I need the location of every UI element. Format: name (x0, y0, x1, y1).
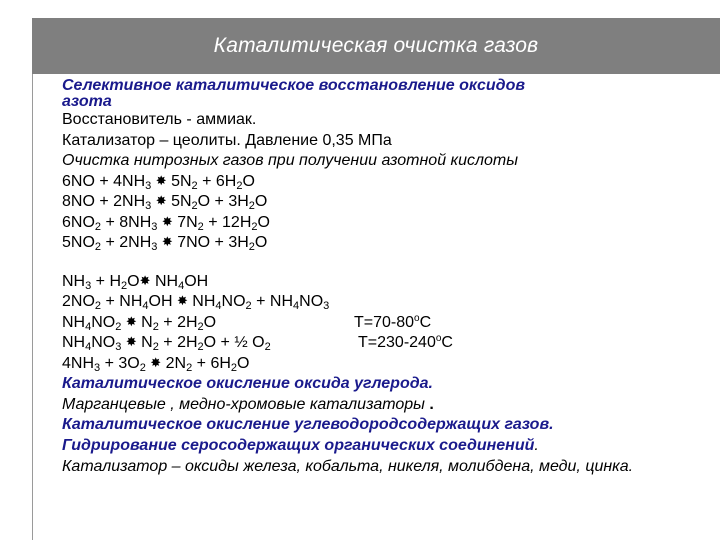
reaction-arrow-icon: ✸ (125, 334, 137, 349)
reaction-arrow-icon: ✸ (139, 272, 151, 288)
heading-co-oxidation: Каталитическое окисление оксида углерода. (62, 375, 433, 392)
equation-7: $NH_4NO_2$ ✸ $N_2 + 2H_2O$ $Т=70-80^оС$ (62, 312, 432, 333)
equation-4: $5NO_2 + 2NH_3$ ✸ $7NO + 3H_2O$ (62, 234, 268, 253)
reaction-arrow-icon: ✸ (155, 172, 167, 188)
reaction-arrow-icon: ✸ (155, 193, 167, 208)
equation-6: $2NO_2 + NH_4OH$ ✸ $NH_4NO_2 + NH_4NO_3$ (62, 293, 330, 312)
reaction-arrow-icon: ✸ (161, 234, 173, 249)
reaction-arrow-icon: ✸ (176, 293, 188, 308)
final-catalysts-text: Катализатор – оксиды железа, кобальта, никеля, молибдена, меди, цинка. (62, 458, 634, 475)
reaction-arrow-icon: ✸ (150, 354, 162, 370)
slide-content (62, 78, 702, 477)
equation-1: $6NO + 4NH_3$ ✸ $5N_2 + 6H_2O$ (62, 172, 255, 192)
reaction-arrow-icon: ✸ (125, 313, 137, 329)
title-bar (32, 18, 720, 74)
reducer-text: Восстановитель - аммиак. (62, 111, 257, 128)
heading-hydrocarbon-oxidation: Каталитическое окисление углеводородсодержащих газов. (62, 416, 554, 433)
nitrous-gas-text: Очистка нитрозных газов при получении азотной кислоты (62, 152, 519, 169)
equation-2: $8NO + 2NH_3$ ✸ $5N_2O + 3H_2O$ (62, 193, 268, 212)
slide-title: Каталитическая очистка газов (213, 34, 539, 57)
temperature-condition: $Т=70-80^оС$ (354, 312, 432, 331)
heading-nox-line1: Селективное каталитическое восстановление оксидов (62, 77, 526, 94)
equation-5: $NH_3$ + $H_2O✸$ $NH_4OH$ (62, 272, 209, 292)
catalyst-pressure-text: Катализатор – цеолиты. Давление 0,35 МПа (62, 131, 392, 149)
equation-9: $4NH_3 + 3O_2$ ✸ $2N_2 + 6H_2O$ (62, 354, 250, 374)
mn-catalysts-text: Марганцевые , медно-хромовые катализаторы . (62, 395, 434, 413)
reaction-arrow-icon: ✸ (161, 213, 173, 229)
spacer (62, 254, 702, 272)
equation-3: $6NO_2 + 8NH_3$ ✸ $7N_2 + 12H_2O$ (62, 213, 270, 233)
heading-nox-line2: азота (62, 93, 112, 110)
heading-hydrogenation-line: Гидрирование серосодержащих органических соединений. (62, 436, 539, 454)
temperature-condition: $Т=230-240^оС$ (358, 333, 453, 351)
equation-8: $NH_4NO_3$ ✸ $N_2 + 2H_2O$ + ½ $O_2$ $Т=230-240^оС$ (62, 333, 453, 353)
